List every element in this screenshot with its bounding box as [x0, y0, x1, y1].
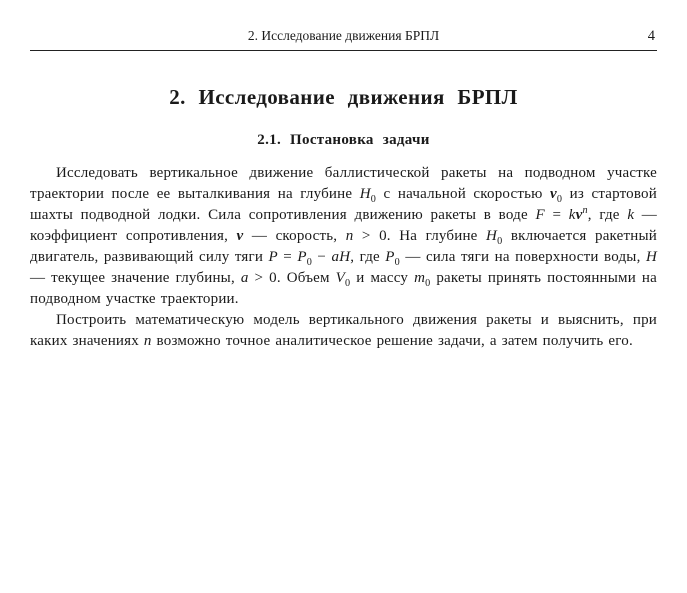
section-title: 2. Исследование движения БРПЛ — [169, 85, 518, 110]
page-header — [30, 28, 657, 51]
paragraph-problem-statement: Исследовать вертикальное движение баллистической ракеты на подводном участке траектории после ее выталкивания на глубине $H_0$ с начальной скоростью $v_0$ из стартовой шахты подводной лодки. Сила сопротивления движению ракеты в воде $F = kv^n$, где k — коэффициент сопротивления, v — скорость, n > 0. На глубине $H_0$ включается ракетный двигатель, развивающий силу тяги $P = P_0$ − aH, где $P_0$ — сила тяги на поверхности воды, H — текущее значение глубины, a > 0. Объем $V_0$ и массу $m_0$ ракеты принять постоянными на подводном участке траектории. — [30, 165, 658, 308]
paragraph-task: Построить математическую модель вертикального движения ракеты и выяснить, при каких значениях n возможно точное аналитическое решение задачи, а затем получить его. — [30, 312, 657, 350]
subsection-title: 2.1. Постановка задачи — [257, 132, 430, 149]
running-title: 2. Исследование движения БРПЛ — [247, 28, 440, 43]
body-text — [30, 163, 657, 352]
page-number: 4 — [647, 28, 655, 44]
